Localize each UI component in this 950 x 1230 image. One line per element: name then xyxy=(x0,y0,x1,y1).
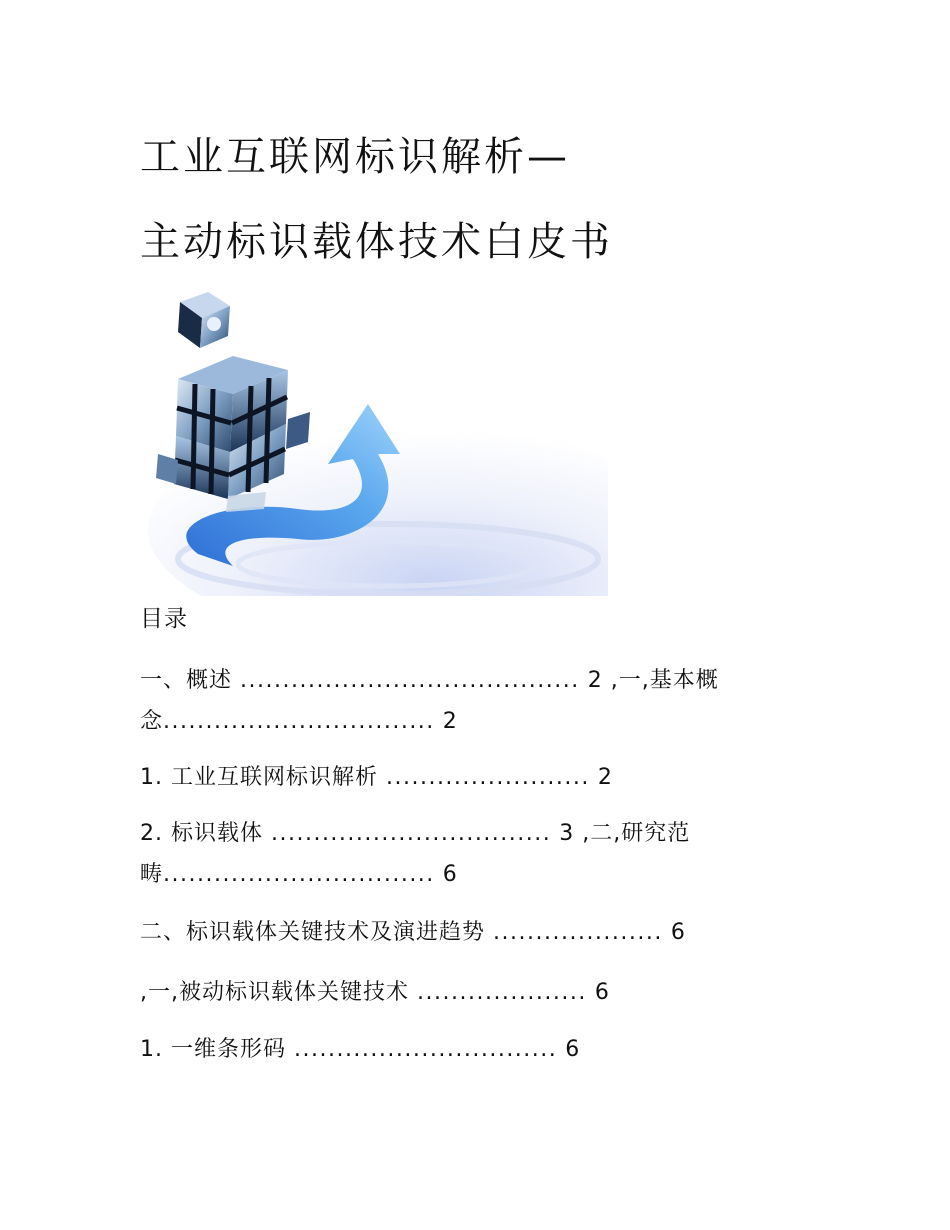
toc-entry[interactable] xyxy=(140,1039,580,1061)
toc-page-number: 2 xyxy=(597,765,613,790)
toc-entry-text: 畴 xyxy=(140,862,164,887)
toc-page-number: 3 ,二,研究范 xyxy=(559,821,691,846)
toc-entry-text: ,一,被动标识载体关键技术 xyxy=(140,980,409,1005)
toc-leader-dots: .................... xyxy=(493,920,663,945)
toc-entry[interactable] xyxy=(140,823,690,845)
toc-leader-dots: ................................. xyxy=(270,821,552,846)
document-title-line-2: 主动标识载体技术白皮书 xyxy=(140,219,613,265)
toc-page-number: 6 xyxy=(594,980,610,1005)
toc-entry[interactable] xyxy=(140,982,610,1004)
toc-entry[interactable] xyxy=(140,767,613,789)
toc-page-number: 6 xyxy=(565,1037,581,1062)
toc-leader-dots: ................................ xyxy=(163,862,435,887)
document-title-line-1: 工业互联网标识解析— xyxy=(140,134,570,180)
toc-leader-dots: ........................ xyxy=(385,765,590,790)
toc-entry[interactable] xyxy=(140,922,686,944)
toc-entry-text: 1. 工业互联网标识解析 xyxy=(140,765,378,790)
toc-entry-text: 二、标识载体关键技术及演进趋势 xyxy=(140,920,486,945)
toc-entry-text: 1. 一维条形码 xyxy=(140,1037,286,1062)
toc-leader-dots: ................................ xyxy=(163,709,435,734)
toc-page-number: 6 xyxy=(670,920,686,945)
toc-entry-text: 一、概述 xyxy=(140,668,233,693)
toc-page-number: 2 xyxy=(442,709,458,734)
toc-entry[interactable] xyxy=(140,670,719,692)
toc-page-number: 2 ,一,基本概 xyxy=(587,668,719,693)
toc-leader-dots: ........................................ xyxy=(240,668,580,693)
toc-entry-text: 念 xyxy=(140,709,164,734)
toc-leader-dots: ............................... xyxy=(293,1037,558,1062)
toc-entry[interactable] xyxy=(140,864,458,886)
toc-heading: 目录 xyxy=(140,606,188,632)
toc-page-number: 6 xyxy=(442,862,458,887)
cube-arrow-illustration xyxy=(138,284,608,596)
toc-leader-dots: .................... xyxy=(417,980,587,1005)
toc-entry-text: 2. 标识载体 xyxy=(140,821,263,846)
toc-entry[interactable] xyxy=(140,711,458,733)
